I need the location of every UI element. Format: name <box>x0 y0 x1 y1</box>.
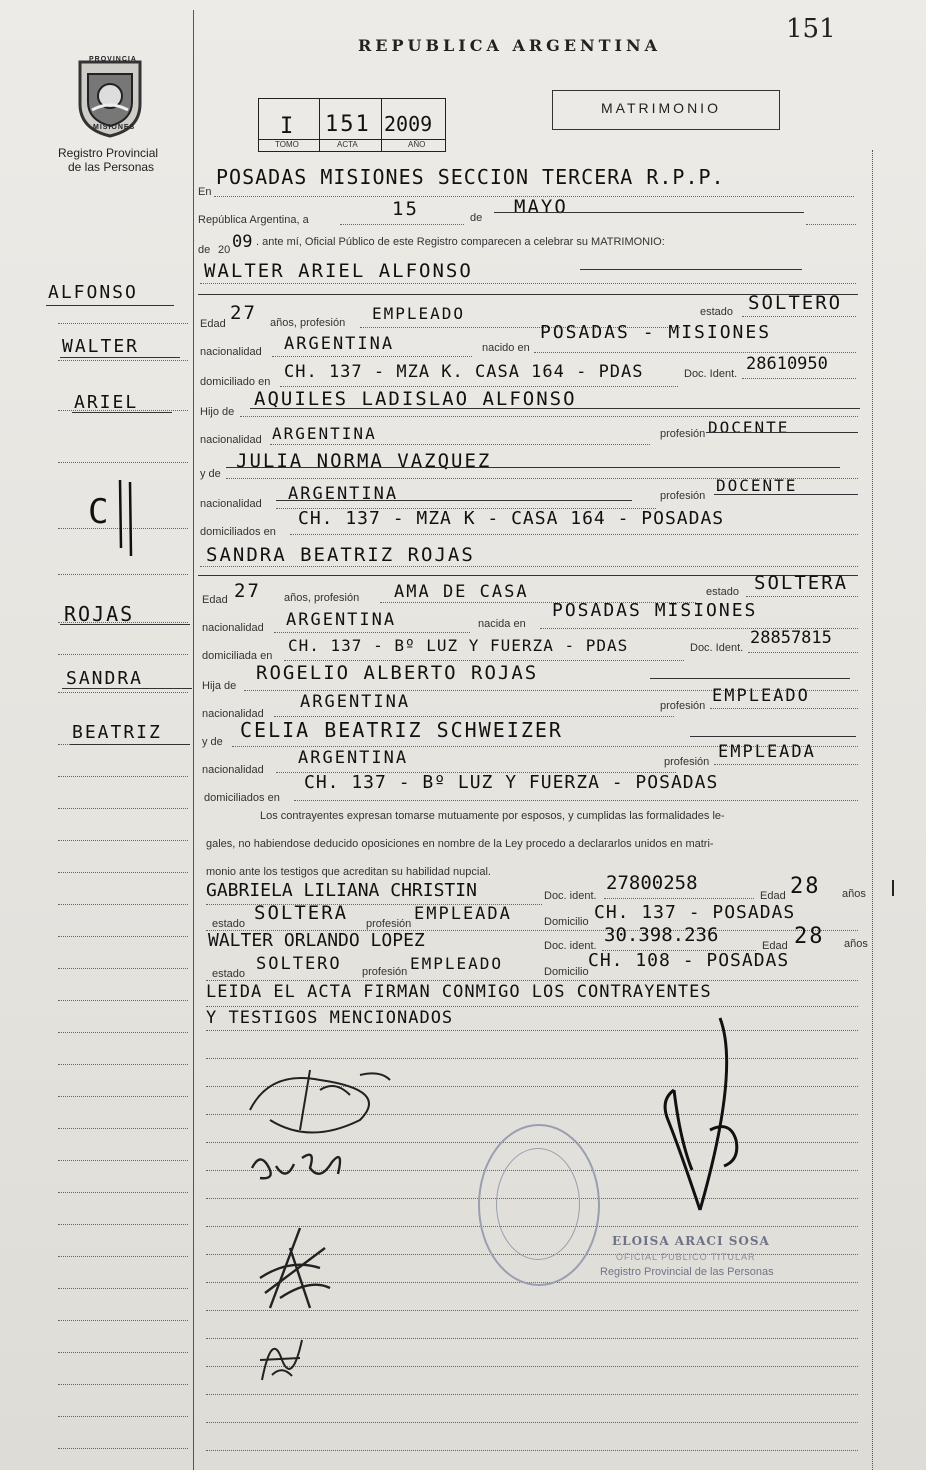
bride-father-nationality: ARGENTINA <box>300 692 411 712</box>
label-bride-anos-profesion: años, profesión <box>284 592 360 604</box>
registry-line-1: Registro Provincial <box>58 146 159 160</box>
label-witness1-edad: Edad <box>760 890 786 902</box>
groom-mother-nationality: ARGENTINA <box>288 484 399 504</box>
stamp-name: ELOISA ARACI SOSA <box>612 1234 770 1248</box>
groom-nationality: ARGENTINA <box>284 334 395 354</box>
margin-vertical-strokes <box>116 478 136 558</box>
label-witness1-doc: Doc. ident. <box>544 890 597 902</box>
bride-mother-profession: EMPLEADA <box>718 742 816 762</box>
bride-profession: AMA DE CASA <box>394 582 529 602</box>
label-groom-father-profesion: profesión <box>660 428 706 440</box>
margin-middle-name-bride: BEATRIZ <box>72 722 162 743</box>
witness2-status: SOLTERO <box>256 954 342 974</box>
acta-value: 151 <box>325 112 371 137</box>
bride-doc: 28857815 <box>750 628 832 648</box>
label-witness2-edad: Edad <box>762 940 788 952</box>
acta-label: ACTA <box>337 140 358 149</box>
bride-address: CH. 137 - Bº LUZ Y FUERZA - PDAS <box>288 636 629 655</box>
label-witness2-domicilio: Domicilio <box>544 966 589 978</box>
crest-bottom-text: MISIONES <box>93 124 136 131</box>
body-text-line-2: gales, no habiendose deducido oposiciones en nombre de la Ley procedo a declararlos unidos en matri- <box>206 838 714 850</box>
bride-mother-nationality: ARGENTINA <box>298 748 409 768</box>
bride-parents-address: CH. 137 - Bº LUZ Y FUERZA - POSADAS <box>304 772 719 793</box>
stamp-title: OFICIAL PUBLICO TITULAR <box>616 1252 756 1262</box>
groom-profession: EMPLEADO <box>372 304 466 323</box>
label-groom-anos-profesion: años, profesión <box>270 317 346 329</box>
closing-line-2: Y TESTIGOS MENCIONADOS <box>206 1008 454 1028</box>
witness1-address: CH. 137 - POSADAS <box>594 902 796 923</box>
signature-official <box>640 1010 750 1230</box>
country-title: REPUBLICA ARGENTINA <box>358 36 662 55</box>
label-groom-domiciliado: domiciliado en <box>200 376 271 388</box>
marriage-month: MAYO <box>514 196 568 218</box>
label-bride-nacida-en: nacida en <box>478 618 526 630</box>
margin-rule-left <box>193 10 194 1470</box>
label-groom-father-nacionalidad: nacionalidad <box>200 434 262 446</box>
margin-y-mark: C <box>88 492 109 532</box>
doc-type-label: MATRIMONIO <box>601 100 721 116</box>
signature-witness-2 <box>252 1320 312 1390</box>
label-y-de-groom: y de <box>200 468 221 480</box>
witness1-doc: 27800258 <box>606 872 698 894</box>
official-seal <box>478 1124 600 1286</box>
margin-tick <box>892 880 898 896</box>
label-bride-doc: Doc. Ident. <box>690 642 744 654</box>
witness2-address: CH. 108 - POSADAS <box>588 950 790 971</box>
bride-birthplace: POSADAS MISIONES <box>552 600 758 621</box>
witness1-age: 28 <box>790 874 821 899</box>
marriage-day: 15 <box>392 198 419 220</box>
closing-line-1: LEIDA EL ACTA FIRMAN CONMIGO LOS CONTRAYENTES <box>206 982 712 1002</box>
label-de-month: de <box>470 212 483 224</box>
label-republica: República Argentina, a <box>198 214 309 226</box>
page-number: 151 <box>786 14 836 44</box>
groom-father-nationality: ARGENTINA <box>272 424 377 443</box>
witness2-profession: EMPLEADO <box>410 954 504 973</box>
signature-groom <box>240 1050 420 1140</box>
label-de-year: de <box>198 244 211 256</box>
margin-middle-name-groom: ARIEL <box>74 392 139 413</box>
groom-birthplace: POSADAS - MISIONES <box>540 322 772 343</box>
body-text-line-1: Los contrayentes expresan tomarse mutuamente por esposos, y cumplidas las formalidades le- <box>260 810 725 822</box>
label-witness1-domicilio: Domicilio <box>544 916 589 928</box>
label-hijo-de: Hijo de <box>200 406 235 418</box>
label-bride-nacionalidad: nacionalidad <box>202 622 264 634</box>
label-groom-nacido-en: nacido en <box>482 342 530 354</box>
margin-surname-groom: ALFONSO <box>48 282 138 303</box>
label-en: En <box>198 186 212 198</box>
bride-name: SANDRA BEATRIZ ROJAS <box>206 544 475 566</box>
margin-surname-bride: ROJAS <box>64 602 135 626</box>
tomo-label: TOMO <box>275 140 299 149</box>
year-suffix: 09 <box>232 232 253 252</box>
label-bride-father-nacionalidad: nacionalidad <box>202 708 264 720</box>
groom-age: 27 <box>230 302 257 324</box>
groom-name: WALTER ARIEL ALFONSO <box>204 260 473 282</box>
crest-top-text: PROVINCIA <box>89 56 137 63</box>
place-location: POSADAS MISIONES SECCION TERCERA R.P.P. <box>216 165 725 189</box>
witness2-age: 28 <box>794 924 825 949</box>
label-bride-father-profesion: profesión <box>660 700 706 712</box>
label-y-de-bride: y de <box>202 736 223 748</box>
label-groom-edad: Edad <box>200 318 226 330</box>
groom-father: AQUILES LADISLAO ALFONSO <box>254 388 577 410</box>
registry-line-2: de las Personas <box>68 160 155 174</box>
label-bride-parents-domiciliados: domiciliados en <box>204 792 280 804</box>
label-witness2-anos: años <box>844 938 868 950</box>
label-groom-doc: Doc. Ident. <box>684 368 738 380</box>
groom-father-profession: DOCENTE <box>708 418 790 437</box>
label-bride-domiciliada: domiciliada en <box>202 650 273 662</box>
label-witness2-profesion: profesión <box>362 966 408 978</box>
witness1-status: SOLTERA <box>254 902 349 924</box>
signature-bride <box>246 1138 356 1188</box>
groom-mother-profession: DOCENTE <box>716 476 798 495</box>
label-bride-estado: estado <box>706 586 740 598</box>
label-bride-mother-nacionalidad: nacionalidad <box>202 764 264 776</box>
ano-label: AÑO <box>408 140 426 149</box>
margin-first-name-groom: WALTER <box>62 336 140 357</box>
label-groom-estado: estado <box>700 306 734 318</box>
label-bride-edad: Edad <box>202 594 228 606</box>
label-witness2-estado: estado <box>212 968 246 980</box>
label-groom-mother-nacionalidad: nacionalidad <box>200 498 262 510</box>
label-witness1-profesion: profesión <box>366 918 412 930</box>
label-groom-mother-profesion: profesión <box>660 490 706 502</box>
label-witness1-estado: estado <box>212 918 246 930</box>
label-witness1-anos: años <box>842 888 866 900</box>
tomo-value: I <box>280 114 296 139</box>
year-prefix: 20 <box>218 244 231 256</box>
groom-status: SOLTERO <box>748 292 843 314</box>
margin-rule-right <box>872 150 873 1470</box>
groom-doc: 28610950 <box>746 354 828 374</box>
signature-witness-1 <box>250 1218 340 1318</box>
margin-first-name-bride: SANDRA <box>66 668 144 689</box>
witness1-name: GABRIELA LILIANA CHRISTIN <box>206 880 477 901</box>
groom-address: CH. 137 - MZA K. CASA 164 - PDAS <box>284 362 644 382</box>
bride-mother: CELIA BEATRIZ SCHWEIZER <box>240 718 563 742</box>
bride-nationality: ARGENTINA <box>286 610 397 630</box>
label-groom-parents-domiciliados: domiciliados en <box>200 526 276 538</box>
witness2-name: WALTER ORLANDO LOPEZ <box>208 930 425 951</box>
label-bride-mother-profesion: profesión <box>664 756 710 768</box>
bride-father-profession: EMPLEADO <box>712 686 810 706</box>
ano-value: 2009 <box>384 112 433 136</box>
body-text-line-3: monio ante los testigos que acreditan su habilidad nupcial. <box>206 866 491 878</box>
label-hija-de: Hija de <box>202 680 237 692</box>
label-groom-nacionalidad: nacionalidad <box>200 346 262 358</box>
bride-status: SOLTERA <box>754 572 849 594</box>
groom-parents-address: CH. 137 - MZA K - CASA 164 - POSADAS <box>298 508 725 529</box>
intro-text: . ante mí, Oficial Público de este Registro comparecen a celebrar su MATRIMONIO: <box>256 236 665 248</box>
bride-age: 27 <box>234 580 261 602</box>
bride-father: ROGELIO ALBERTO ROJAS <box>256 662 539 684</box>
stamp-org: Registro Provincial de las Personas <box>600 1266 774 1278</box>
groom-mother: JULIA NORMA VAZQUEZ <box>236 450 492 472</box>
witness2-doc: 30.398.236 <box>604 924 719 946</box>
witness1-profession: EMPLEADA <box>414 904 512 924</box>
label-witness2-doc: Doc. ident. <box>544 940 597 952</box>
